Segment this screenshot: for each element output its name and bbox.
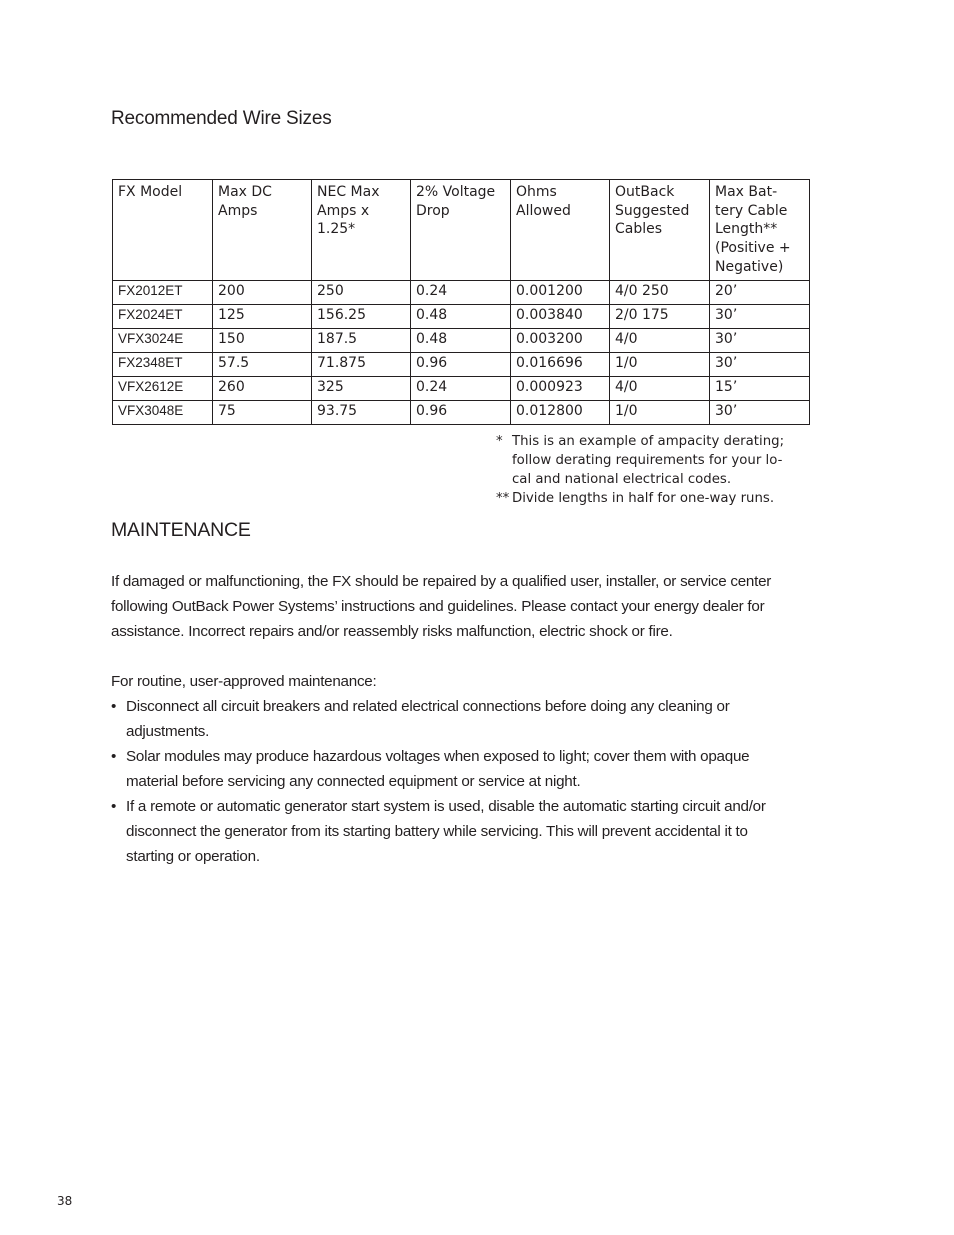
footnote-line: follow derating requirements for your lo-: [512, 453, 783, 468]
table-cell: 250: [312, 280, 411, 304]
page-number: 38: [57, 1194, 73, 1208]
table-cell: 260: [213, 376, 312, 400]
maintenance-intro: For routine, user-approved maintenance:: [111, 673, 377, 690]
table-cell: VFX3024E: [113, 328, 213, 352]
footnote-mark: **: [496, 491, 510, 506]
table-cell: 325: [312, 376, 411, 400]
table-cell: 20’: [710, 280, 810, 304]
list-item: • Disconnect all circuit breakers and related electrical connections before doing any cleaning or adjustments.: [111, 694, 811, 744]
maintenance-paragraph: If damaged or malfunctioning, the FX should be repaired by a qualified user, installer, or service center following OutBack Power Systems’ instructions and guidelines. Please contact your energy dealer for assistance. Incorrect repairs and/or reassembly risks malfunction, electric shock or fire.: [111, 573, 772, 640]
column-header: Max Bat- tery Cable Length** (Positive + Negative): [710, 180, 810, 281]
table-cell: 150: [213, 328, 312, 352]
table-cell: 57.5: [213, 352, 312, 376]
table-cell: FX2012ET: [113, 280, 213, 304]
table-cell: 0.96: [411, 352, 511, 376]
table-cell: 71.875: [312, 352, 411, 376]
table-row: [113, 304, 810, 328]
table-cell: 2/0 175: [610, 304, 710, 328]
table-cell: 200: [213, 280, 312, 304]
table-header-row: [113, 180, 810, 281]
footnote-line: cal and national electrical codes.: [512, 472, 732, 487]
table-cell: 156.25: [312, 304, 411, 328]
footnote-line: This is an example of ampacity derating;: [512, 434, 785, 449]
table-row: [113, 352, 810, 376]
bullet-icon: •: [111, 798, 117, 815]
maintenance-list: [111, 694, 811, 869]
column-header: Ohms Allowed: [511, 180, 610, 281]
column-header: 2% Voltage Drop: [411, 180, 511, 281]
table-cell: 0.003200: [511, 328, 610, 352]
table-cell: 30’: [710, 304, 810, 328]
maintenance-heading: MAINTENANCE: [111, 519, 251, 541]
wire-size-table: [112, 179, 810, 425]
table-cell: 4/0: [610, 328, 710, 352]
table-row: [113, 376, 810, 400]
table-cell: 0.48: [411, 304, 511, 328]
table-cell: 1/0: [610, 352, 710, 376]
table-cell: 4/0: [610, 376, 710, 400]
table-cell: 0.24: [411, 376, 511, 400]
table-footnotes: [496, 432, 816, 508]
footnote-line: Divide lengths in half for one-way runs.: [512, 491, 775, 506]
table-cell: 30’: [710, 328, 810, 352]
column-header: OutBack Suggested Cables: [610, 180, 710, 281]
table-cell: 187.5: [312, 328, 411, 352]
list-item: • If a remote or automatic generator start system is used, disable the automatic starting circuit and/or disconnect the generator from its starting battery while servicing. This will prevent accidental it to starting or operation.: [111, 794, 811, 869]
table-cell: 30’: [710, 352, 810, 376]
table-cell: 125: [213, 304, 312, 328]
table-cell: 0.96: [411, 400, 511, 424]
table-row: [113, 280, 810, 304]
bullet-icon: •: [111, 748, 117, 765]
table-row: [113, 400, 810, 424]
table-cell: 15’: [710, 376, 810, 400]
table-cell: FX2348ET: [113, 352, 213, 376]
footnote-mark: *: [496, 434, 503, 449]
table-cell: 4/0 250: [610, 280, 710, 304]
table-cell: 0.016696: [511, 352, 610, 376]
footnote-length: [496, 489, 816, 508]
table-cell: 0.012800: [511, 400, 610, 424]
table-cell: 0.001200: [511, 280, 610, 304]
footnote-ampacity: [496, 432, 816, 489]
table-cell: VFX2612E: [113, 376, 213, 400]
wire-sizes-heading: Recommended Wire Sizes: [111, 108, 332, 129]
table-cell: 30’: [710, 400, 810, 424]
column-header: Max DC Amps: [213, 180, 312, 281]
table-row: [113, 328, 810, 352]
table-cell: 0.24: [411, 280, 511, 304]
table-cell: 75: [213, 400, 312, 424]
table-cell: VFX3048E: [113, 400, 213, 424]
table-cell: 0.48: [411, 328, 511, 352]
table-cell: 93.75: [312, 400, 411, 424]
table-cell: FX2024ET: [113, 304, 213, 328]
list-item: • Solar modules may produce hazardous voltages when exposed to light; cover them with opaque material before servicing any connected equipment or service at night.: [111, 744, 811, 794]
table-cell: 0.000923: [511, 376, 610, 400]
table-cell: 1/0: [610, 400, 710, 424]
table-cell: 0.003840: [511, 304, 610, 328]
column-header: NEC Max Amps x 1.25*: [312, 180, 411, 281]
column-header: FX Model: [113, 180, 213, 281]
bullet-icon: •: [111, 698, 117, 715]
